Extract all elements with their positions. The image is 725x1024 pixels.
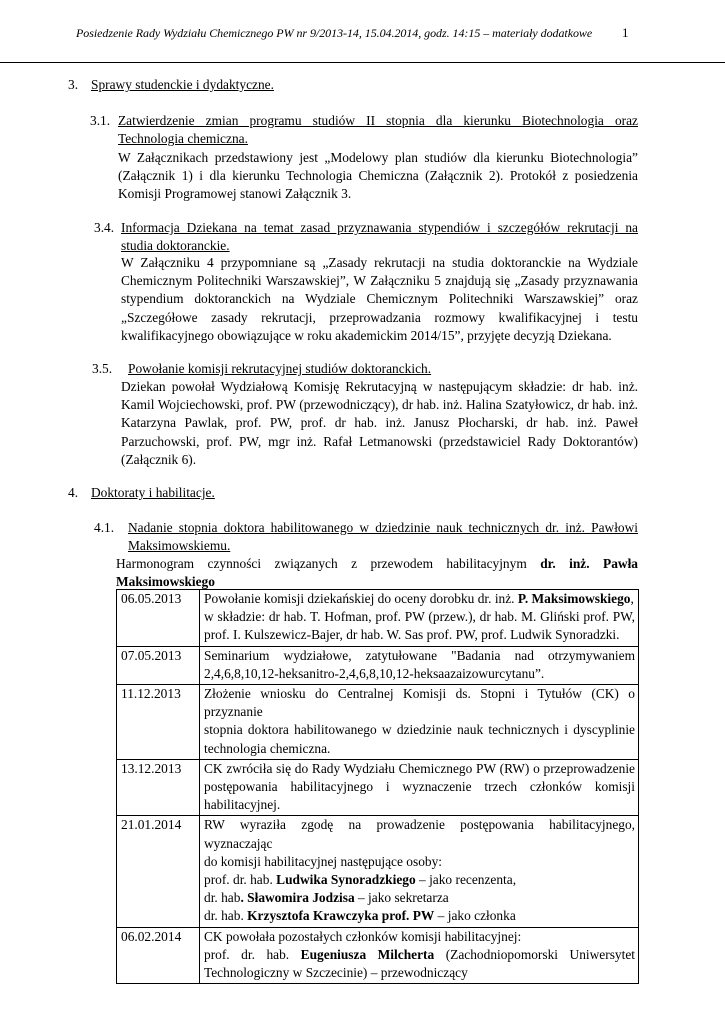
section-3-5-number: 3.5. [92, 361, 113, 376]
row-description: Powołanie komisji dziekańskiej do oceny dorobku dr. inż. P. Maksimowskiego, w składzie: dr hab. T. Hofman, prof. PW (przew.), dr hab. M. Gliński prof. PW, prof. I. Kulszewicz-Bajer, dr hab. W. Sas prof. PW, prof. Ludwik Synoradzki. [200, 590, 639, 647]
row-description: Złożenie wniosku do Centralnej Komisji ds. Stopni i Tytułów (CK) o przyznanie stopnia doktora habilitowanego w dziedzinie nauk technicznych i dyscyplinie technologia chemiczna. [200, 685, 639, 760]
body-line: W Załącznikach przedstawiony jest „Modelowy plan studiów dla kierunku Biotechnologia” [118, 150, 638, 165]
body-line: Komisji Programowej stanowi Załącznik 3. [118, 186, 352, 202]
row-date: 07.05.2013 [117, 646, 200, 684]
row-date: 06.05.2013 [117, 590, 200, 647]
table-row [117, 590, 639, 647]
row-date: 06.02.2014 [117, 927, 200, 984]
body-line: „Szczegółowe zasady rekrutacji, przeprowadzania rozmowy kwalifikacyjnej i testu [121, 309, 638, 325]
intro-name: dr. inż. Pawła [540, 556, 638, 571]
section-3-1-body [118, 149, 638, 204]
table-row [117, 927, 639, 984]
section-4-1-intro [116, 555, 638, 591]
section-3-title: Sprawy studenckie i dydaktyczne. [91, 77, 274, 92]
section-3-1-title-line: Technologia chemiczna. [118, 131, 248, 147]
row-description: CK powołała pozostałych członków komisji habilitacyjnej: prof. dr. hab. Eugeniusza Milcherta (Zachodniopomorski Uniwersytet Technologiczny w Szczecinie) – przewodniczący [200, 927, 639, 984]
section-3-1-title [118, 112, 638, 148]
section-3-4-title-line: studia doktoranckie. [121, 238, 230, 254]
body-line: (Załącznik 6). [121, 451, 197, 467]
row-date: 21.01.2014 [117, 816, 200, 927]
body-line: Parzuchowski, prof. PW, mgr inż. Rafał Letmanowski (przedstawiciel Rady Doktorantów) [121, 433, 638, 449]
table-row [117, 816, 639, 927]
section-4-1-title-line: Nadanie stopnia doktora habilitowanego w dziedzinie nauk technicznych dr. inż. Pawłowi [128, 520, 638, 535]
section-3-5-body [121, 378, 638, 469]
body-line: (Załącznik 1) i dla kierunku Technologia Chemiczna (Załącznik 2). Protokół z posiedzenia [118, 168, 638, 184]
section-4-1-title [128, 519, 638, 555]
header-title: Posiedzenie Rady Wydziału Chemicznego PW nr 9/2013-14, 15.04.2014, godz. 14:15 – materiały dodatkowe [76, 26, 593, 40]
row-description: Seminarium wydziałowe, zatytułowane "Badania nad otrzymywaniem 2,4,6,8,10,12-heksanitro-2,4,6,8,10,12-heksaazaizowurcytanu”. [200, 646, 639, 684]
section-3-5-title: Powołanie komisji rekrutacyjnej studiów doktoranckich. [128, 361, 432, 376]
body-line: stypendium doktoranckich na Wydziale Chemicznym Politechniki Warszawskiej” oraz [121, 291, 638, 307]
section-3-1-number: 3.1. [90, 113, 111, 128]
table-row [117, 646, 639, 684]
section-4-1-title-line: Maksimowskiemu. [128, 538, 231, 554]
section-3-1-title-line: Zatwierdzenie zmian programu studiów II stopnia dla kierunku Biotechnologia oraz [118, 113, 638, 128]
body-line: kwalifikacyjnego obowiązujące w roku akademickim 2014/15”, przyjęte decyzją Dziekana. [121, 327, 612, 343]
row-description: CK zwróciła się do Rady Wydziału Chemicznego PW (RW) o przeprowadzenie postępowania habilitacyjnego i wyznaczenie trzech członków komisji habilitacyjnej. [200, 759, 639, 816]
table-row [117, 685, 639, 760]
body-line: Dziekan powołał Wydziałową Komisję Rekrutacyjną w następującym składzie: dr hab. inż. [121, 379, 638, 394]
intro-name: Maksimowskiego [116, 574, 215, 590]
row-date: 13.12.2013 [117, 759, 200, 816]
section-4-number: 4. [68, 485, 79, 500]
section-3-4-body [121, 254, 638, 345]
row-description: RW wyraziła zgodę na prowadzenie postępowania habilitacyjnego, wyznaczając do komisji habilitacyjnej następujące osoby: prof. dr. hab. Ludwika Synoradzkiego – jako recenzenta, dr. hab. Sławomira Jodzisa – jako sekretarza dr. hab. Krzysztofa Krawczyka prof. PW – jako członka [200, 816, 639, 927]
body-line: W Załączniku 4 przypomniane są „Zasady rekrutacji na studia doktoranckie na Wydziale [121, 255, 638, 270]
table-row [117, 759, 639, 816]
row-date: 11.12.2013 [117, 685, 200, 760]
intro-text: Harmonogram czynności związanych z przewodem habilitacyjnym [116, 556, 527, 571]
body-line: Chemicznym Politechniki Warszawskiej”, W Załączniku 5 znajdują się „Zasady przyznawania [121, 273, 638, 289]
schedule-table [116, 589, 639, 984]
section-3-number: 3. [68, 77, 79, 92]
body-line: Kamil Wojciechowski, prof. PW (przewodniczący), dr hab. inż. Halina Szatyłowicz, dr hab. inż. [121, 397, 638, 413]
body-line: Katarzyna Pawlak, prof. PW, prof. dr hab. inż. Janusz Płocharski, dr hab. inż. Paweł [121, 415, 638, 431]
page-number: 1 [622, 25, 629, 40]
page-header [0, 0, 725, 63]
section-4-1-number: 4.1. [94, 520, 115, 535]
section-3-4-number: 3.4. [94, 220, 115, 235]
section-4-title: Doktoraty i habilitacje. [91, 485, 215, 500]
section-3-4-title-line: Informacja Dziekana na temat zasad przyznawania stypendiów i szczegółów rekrutacji na [121, 220, 638, 235]
section-3-4-title [121, 219, 638, 255]
